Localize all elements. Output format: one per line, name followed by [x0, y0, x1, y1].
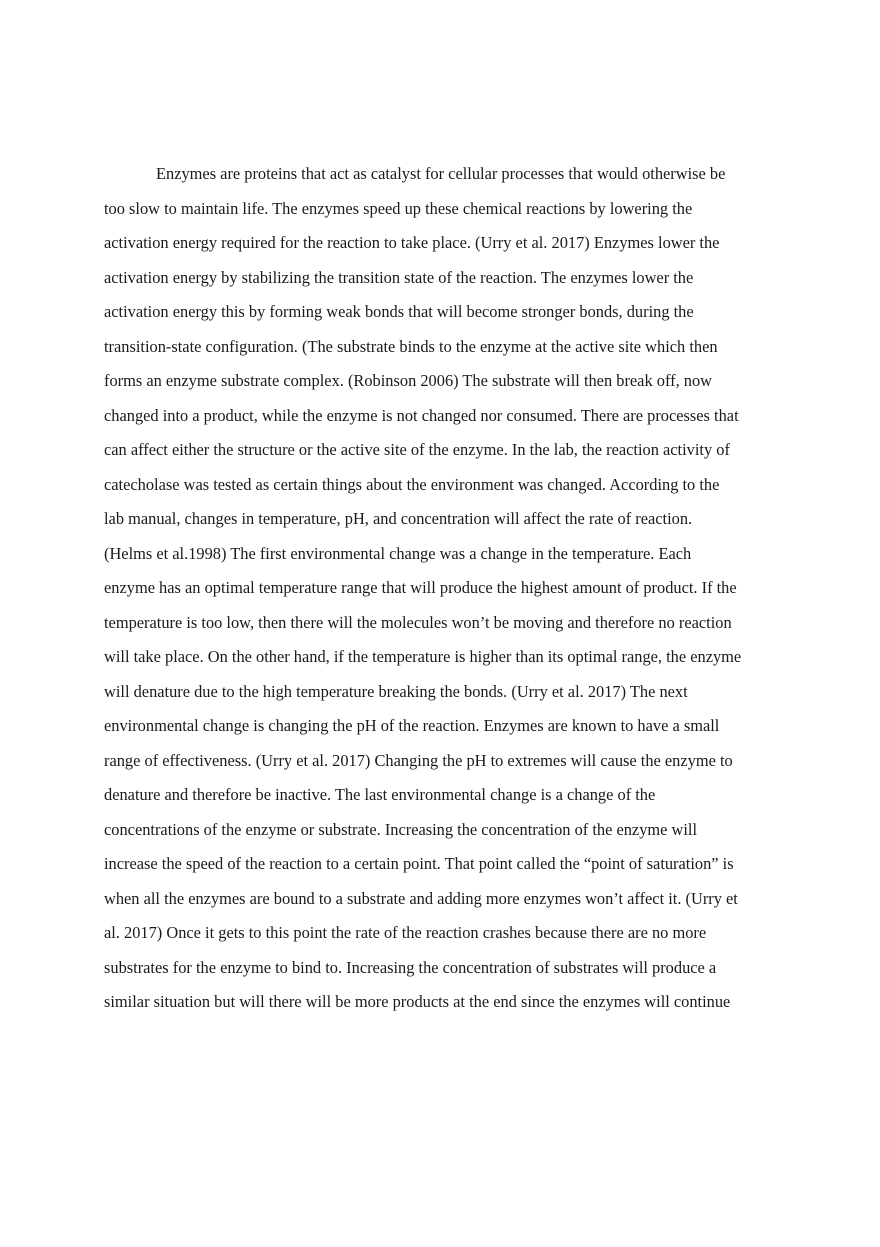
- paragraph-line: changed into a product, while the enzyme is not changed nor consumed. There are processes that: [104, 405, 739, 425]
- paragraph-line: forms an enzyme substrate complex. (Robinson 2006) The substrate will then break off, now: [104, 371, 712, 390]
- paragraph-line: enzyme has an optimal temperature range that will produce the highest amount of product. If the: [104, 578, 737, 597]
- paragraph-line: denature and therefore be inactive. The last environmental change is a change of the: [104, 785, 656, 804]
- paragraph-line: activation energy required for the reaction to take place. (Urry et al. 2017) Enzymes lower the: [104, 233, 720, 252]
- paragraph-line: activation energy by stabilizing the transition state of the reaction. The enzymes lower the: [104, 267, 694, 287]
- paragraph-line: Enzymes are proteins that act as catalyst for cellular processes that would otherwise be: [156, 164, 726, 183]
- paragraph-line: catecholase was tested as certain things about the environment was changed. According to the: [104, 474, 720, 494]
- paragraph-line: substrates for the enzyme to bind to. Increasing the concentration of substrates will produce a: [104, 957, 717, 977]
- paragraph-line: will take place. On the other hand, if the temperature is higher than its optimal range, the enzyme: [104, 647, 742, 666]
- paragraph-line: too slow to maintain life. The enzymes speed up these chemical reactions by lowering the: [104, 198, 693, 218]
- paragraph-line: activation energy this by forming weak bonds that will become stronger bonds, during the: [104, 302, 694, 321]
- body-paragraph: [104, 157, 784, 1020]
- paragraph-line: (Helms et al.1998) The first environmental change was a change in the temperature. Each: [104, 543, 692, 563]
- paragraph-line: concentrations of the enzyme or substrate. Increasing the concentration of the enzyme will: [104, 819, 698, 839]
- paragraph-line: transition-state configuration. (The substrate binds to the enzyme at the active site which then: [104, 336, 718, 356]
- paragraph-line: range of effectiveness. (Urry et al. 2017) Changing the pH to extremes will cause the enzyme to: [104, 750, 733, 770]
- paragraph-line: environmental change is changing the pH of the reaction. Enzymes are known to have a small: [104, 716, 720, 735]
- paragraph-line: increase the speed of the reaction to a certain point. That point called the “point of saturation” is: [104, 854, 734, 873]
- paragraph-line: when all the enzymes are bound to a substrate and adding more enzymes won’t affect it. (Urry et: [104, 888, 738, 908]
- paragraph-line: will denature due to the high temperature breaking the bonds. (Urry et al. 2017) The next: [104, 681, 688, 701]
- paragraph-line: temperature is too low, then there will the molecules won’t be moving and therefore no reaction: [104, 612, 732, 632]
- paragraph-line: al. 2017) Once it gets to this point the rate of the reaction crashes because there are no more: [104, 923, 707, 942]
- paragraph-line: similar situation but will there will be more products at the end since the enzymes will continue: [104, 992, 731, 1011]
- paragraph-line: can affect either the structure or the active site of the enzyme. In the lab, the reaction activity of: [104, 440, 730, 459]
- paragraph-line: lab manual, changes in temperature, pH, and concentration will affect the rate of reaction.: [104, 509, 693, 528]
